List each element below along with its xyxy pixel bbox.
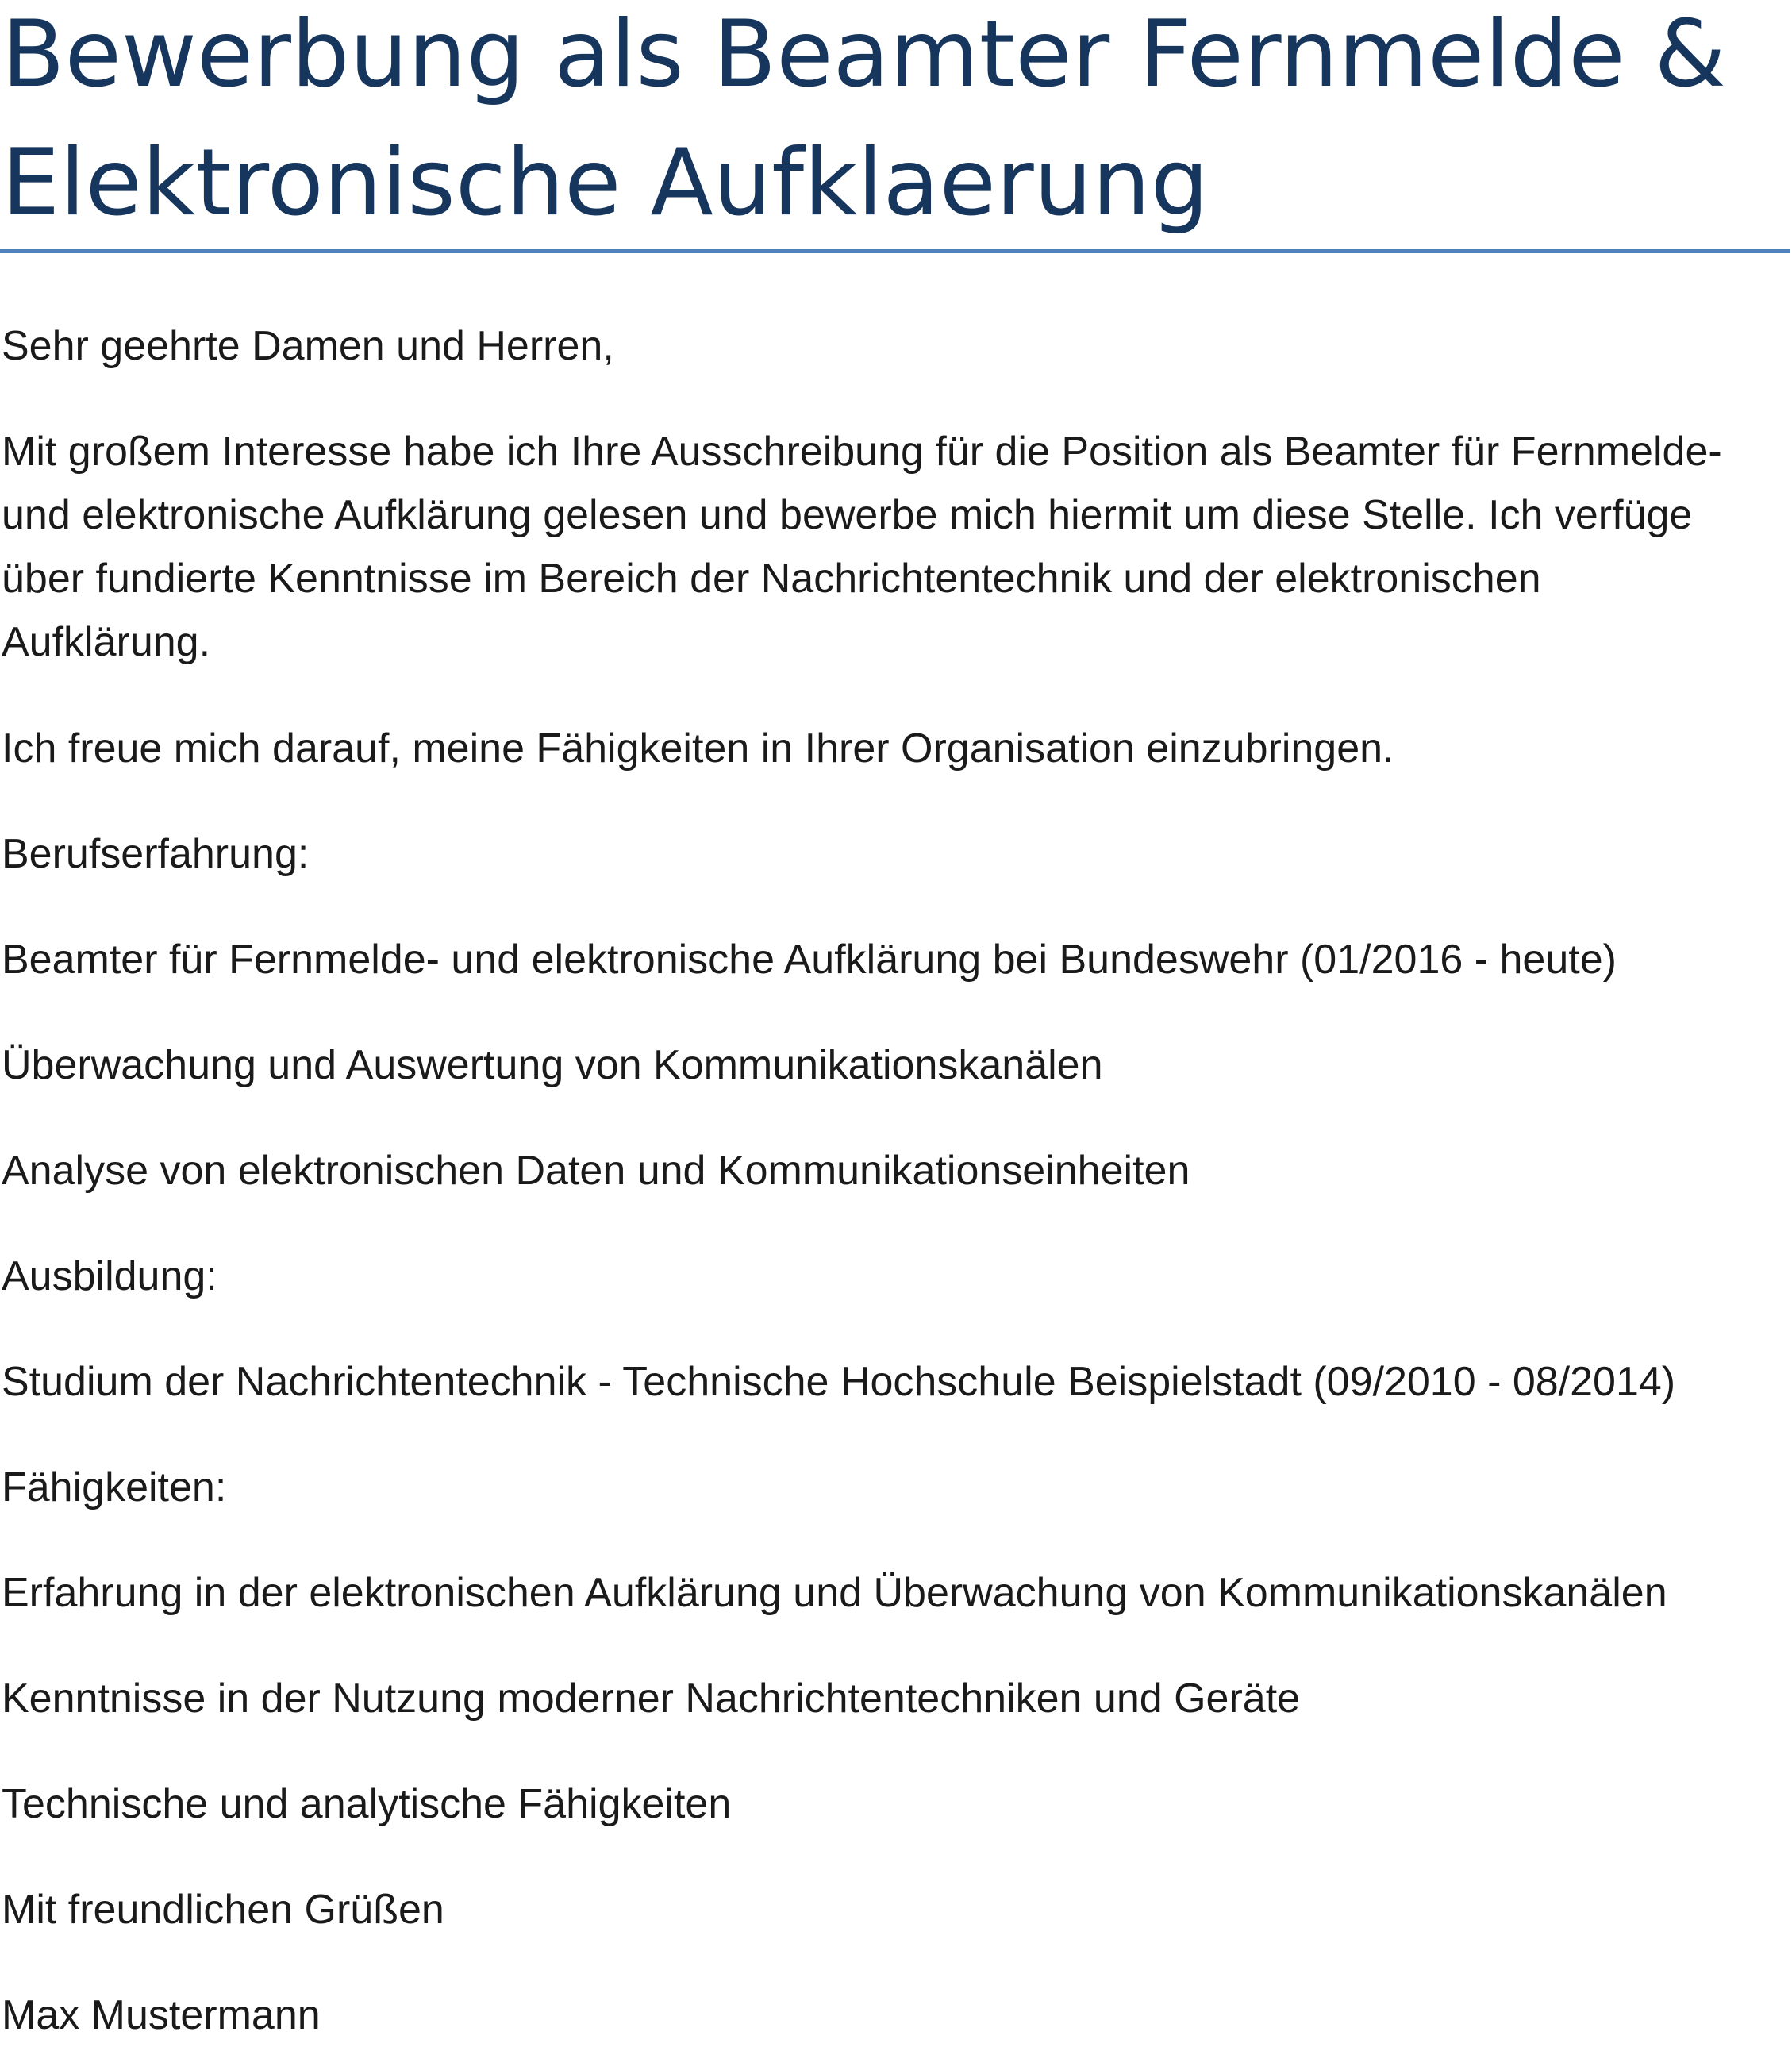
intro-line-4: Aufklärung. [2, 619, 211, 665]
experience-item: Beamter für Fernmelde- und elektronische Aufklärung bei Bundeswehr (01/2016 - heute) [2, 937, 1617, 983]
skills-heading: Fähigkeiten: [2, 1464, 227, 1510]
intro-line-2: und elektronische Aufklärung gelesen und bewerbe mich hiermit um diese Stelle. Ich verfüge [2, 492, 1693, 538]
closing-greeting: Mit freundlichen Grüßen [2, 1887, 444, 1933]
skills-item: Erfahrung in der elektronischen Aufklärung und Überwachung von Kommunikationskanälen [2, 1570, 1667, 1616]
skills-item: Technische und analytische Fähigkeiten [2, 1781, 732, 1827]
experience-item: Analyse von elektronischen Daten und Kommunikationseinheiten [2, 1148, 1190, 1194]
education-heading: Ausbildung: [2, 1253, 217, 1299]
intro-line-3: über fundierte Kenntnisse im Bereich der Nachrichtentechnik und der elektronischen [2, 556, 1541, 602]
document-title: Bewerbung als Beamter Fernmelde & Elektronische Aufklaerung [2, 1, 1726, 237]
motivation-paragraph: Ich freue mich darauf, meine Fähigkeiten in Ihrer Organisation einzubringen. [2, 725, 1394, 771]
title-underline [0, 249, 1790, 253]
education-item: Studium der Nachrichtentechnik - Technische Hochschule Beispielstadt (09/2010 - 08/2014) [2, 1359, 1676, 1405]
intro-line-1: Mit großem Interesse habe ich Ihre Ausschreibung für die Position als Beamter für Fernmelde- [2, 429, 1722, 475]
skills-item: Kenntnisse in der Nutzung moderner Nachrichtentechniken und Geräte [2, 1676, 1301, 1722]
signature-name: Max Mustermann [2, 1992, 321, 2038]
experience-item: Überwachung und Auswertung von Kommunikationskanälen [2, 1042, 1103, 1088]
experience-heading: Berufserfahrung: [2, 831, 310, 877]
salutation: Sehr geehrte Damen und Herren, [2, 323, 614, 369]
